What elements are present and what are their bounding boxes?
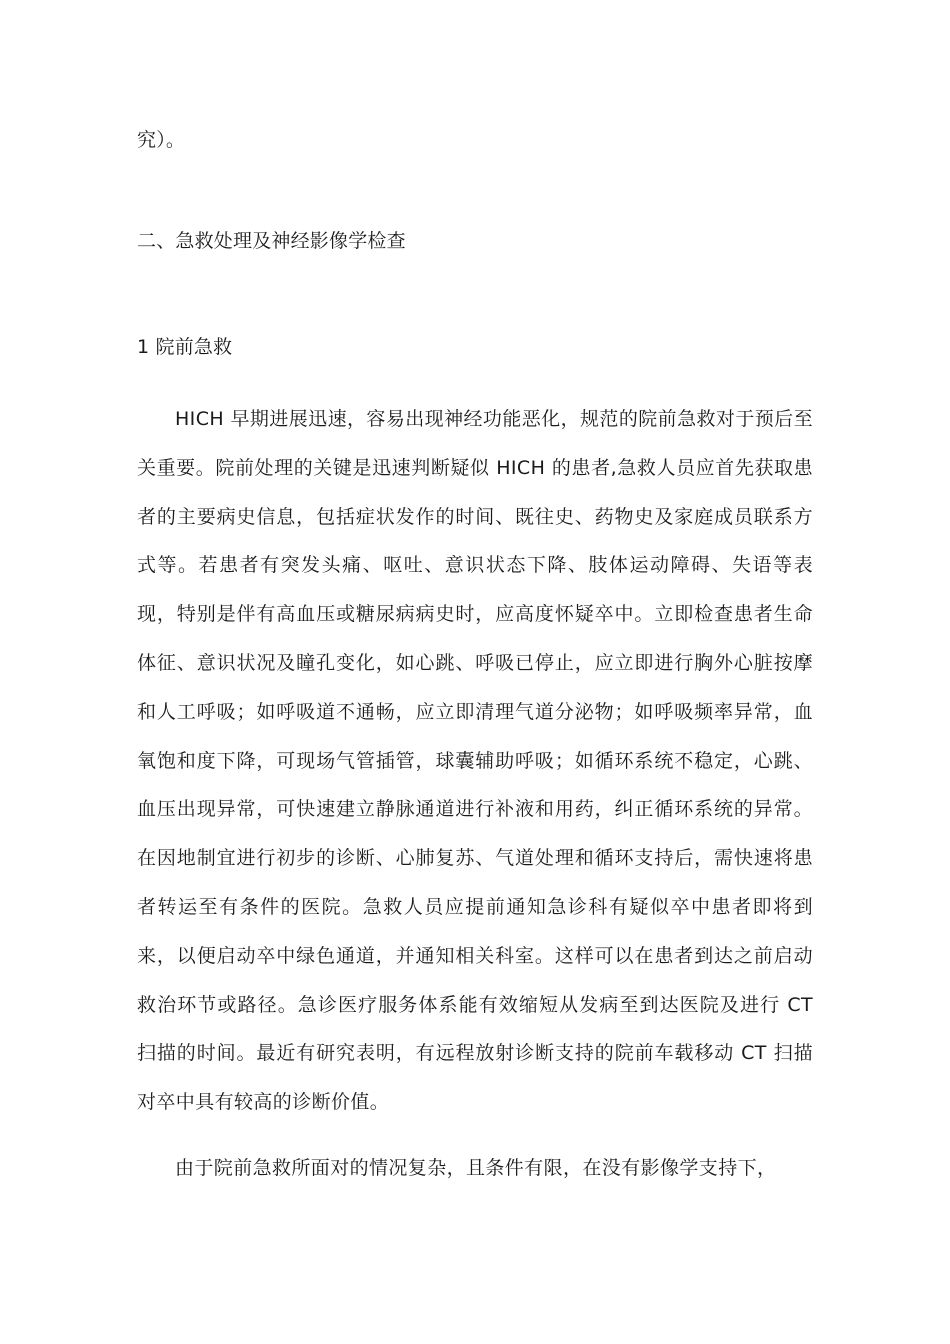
body-paragraph: HICH 早期进展迅速，容易出现神经功能恶化，规范的院前急救对于预后至关重要。院前处理的关键是迅速判断疑似 HICH 的患者,急救人员应首先获取患者的主要病史信息，包括症状发作的时间、既往史、药物史及家庭成员联系方式等。若患者有突发头痛、呕吐、意识状态下降、肢体运动障碍、失语等表现，特别是伴有高血压或糖尿病病史时，应高度怀疑卒中。立即检查患者生命体征、意识状况及瞳孔变化，如心跳、呼吸已停止，应立即进行胸外心脏按摩和人工呼吸；如呼吸道不通畅，应立即清理气道分泌物；如呼吸频率异常，血氧饱和度下降，可现场气管插管，球囊辅助呼吸；如循环系统不稳定，心跳、血压出现异常，可快速建立静脉通道进行补液和用药，纠正循环系统的异常。在因地制宜进行初步的诊断、心肺复苏、气道处理和循环支持后，需快速将患者转运至有条件的医院。急救人员应提前通知急诊科有疑似卒中患者即将到来，以便启动卒中绿色通道，并通知相关科室。这样可以在患者到达之前启动救治环节或路径。急诊医疗服务体系能有效缩短从发病至到达医院及进行 CT 扫描的时间。最近有研究表明，有远程放射诊断支持的院前车载移动 CT 扫描对卒中具有较高的诊断价值。 xyxy=(137,408,813,1114)
subsection-heading: 1 院前急救 xyxy=(137,336,233,358)
body-paragraph: 由于院前急救所面对的情况复杂，且条件有限，在没有影像学支持下， xyxy=(175,1157,777,1179)
section-heading: 二、急救处理及神经影像学检查 xyxy=(137,230,406,252)
fragment-line: 究）。 xyxy=(137,129,186,151)
